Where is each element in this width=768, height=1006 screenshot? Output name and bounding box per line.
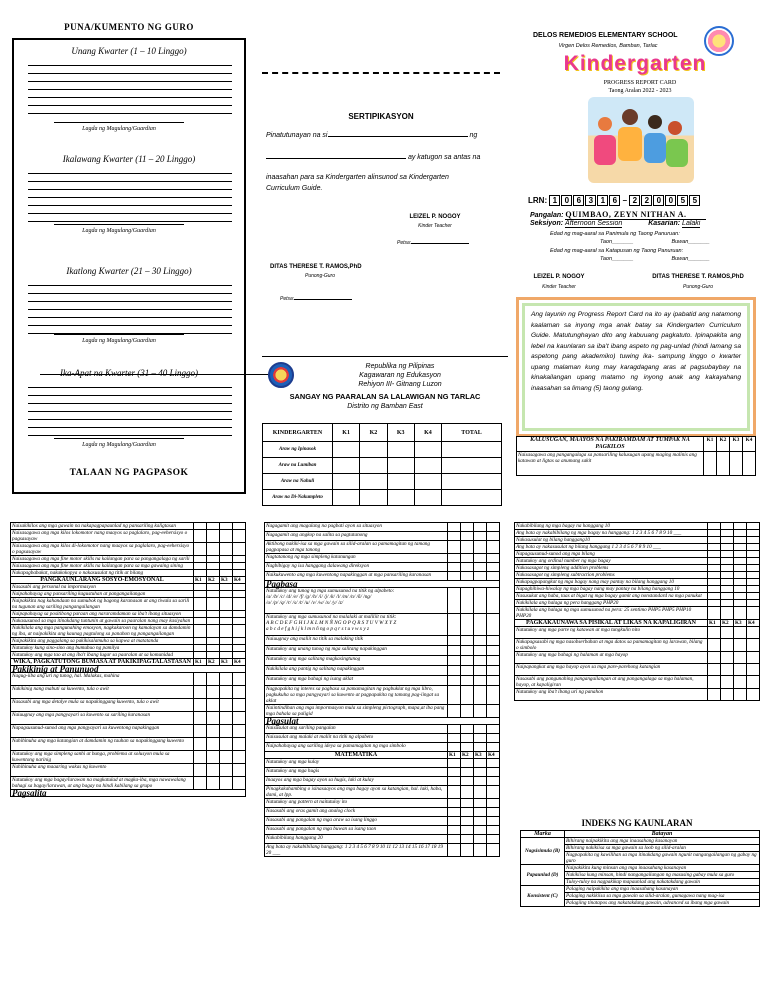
quarter-1-lines[interactable]: [28, 58, 232, 114]
table-row: Aktibong nakiki-isa sa mga gawain sa silid-aralan sa pamamagitan ng tamang pagpapasa at mga tanong: [265, 541, 500, 554]
table-row: Nakikilala ang halaga ng pera hanggang PHP20: [515, 600, 760, 607]
card-title: PROGRESS REPORT CARD: [603, 80, 677, 86]
cover-teacher-role: Kinder Teacher: [542, 284, 576, 290]
table-row: Natutukoy ang mga bahagi ng isang aklat: [265, 676, 500, 686]
table-row: Naipapangkat ang mga hayop ayon sa mga pare-parehong katangian: [515, 664, 760, 676]
table-row: Nakabibilang ng mga bagay na hanggang 10: [515, 523, 760, 530]
quarter-4-lines[interactable]: [28, 380, 232, 436]
table-row: Nagagamit ang magalang na pagbati ayon sa situasyon: [265, 523, 500, 532]
parent-signature-label: Lagda ng Magulang/Guardian: [82, 228, 156, 234]
deped-seal-icon: [268, 362, 294, 388]
table-row: Naipapahayag sa positibong paraan ang nararamdaman sa iba't ibang situasyon: [11, 611, 246, 618]
kindergarten-logo: Kindergarten: [563, 52, 707, 75]
table-row: Natutukoy ang mga salitang magkasingtunog: [265, 656, 500, 666]
parent-signature-label: Lagda ng Magulang/Guardian: [82, 126, 156, 132]
indeks-title: INDEKS NG KAUNLARAN: [581, 818, 693, 828]
table-row: Nasasabi ang personal na impormasyon: [11, 584, 246, 591]
table-row: Nakasasagot ng simpleng addition problems: [515, 565, 760, 572]
lrn-digit: 2: [629, 195, 640, 206]
indeks-row: Bihirang nakikiisa sa mga gawain sa loob ng silid-aralan: [521, 845, 760, 852]
quarter-4-title: Ika-Apat na Kwarter (31 – 40 Linggo): [60, 368, 198, 378]
table-row: Naipakikita nag kahandaan na sumubok ng bagong karanasan at ang tiwala sa sarili na tugunan ang sariling pangangailangan: [11, 598, 246, 611]
table-row: Natutukoy ang mga simpleng sanhi at bunga, problema at solusyon mula sa kuwentong narinig: [11, 751, 246, 764]
indeks-row: Nakikiisa kung minsan, hindi nangangailangan ng masusing gabay mula sa guro: [521, 872, 760, 879]
lrn-digit: 6: [609, 195, 620, 206]
lrn-digit: 0: [561, 195, 572, 206]
subsection-title: Pagsulat: [265, 718, 500, 725]
table-row: Nasusukat ang haba, taas at bigat ng mga bagay gamit ang nonstandard na mga panukat: [515, 593, 760, 600]
table-row: Nagpapakita ng interes sa pagbasa sa pamamagitan ng pagbuklat ng mga libro, pagkukuha sa mga pangyayari sa kuwento at pagpapakita ng tamang pag-iingat sa aklat: [265, 686, 500, 705]
table-row: Napagsusunud-sunod ang mga pangyayari sa kuwentong napakinggan: [11, 725, 246, 738]
lrn-digit: 0: [653, 195, 664, 206]
quarter-3-title: Ikatlong Kwarter (21 – 30 Linggo): [66, 266, 192, 276]
cert-petsa-label-2: Petsa:: [280, 296, 352, 302]
sangay-title: SANGAY NG PAARALAN SA LALAWIGAN NG TARLAC: [289, 392, 481, 401]
table-row: Naisasagawa ang mga fine motor skills na kailangan para sa pangangalaga ng sarili: [11, 556, 246, 563]
section-header: PAGKAKAUNAWA SA PISIKAL AT LIKAS NA KAPALIGIRAN K1 K2 K3 K4: [515, 620, 760, 627]
table-row: Nakapagpapangkat ng mga bagay nang may pantay na bilang hanggang 10: [515, 579, 760, 586]
table-row: Naisusulat ang sariling pangalan: [265, 725, 500, 734]
table-row: Naipahahayag ang sariling ideya sa pamamagitan ng mga simbolo: [265, 743, 500, 752]
col2-table: [264, 522, 500, 857]
table-row: Nagtatanong ng mga simpleng katanungan: [265, 554, 500, 563]
table-row: Nasasabi ang pangalan ng mga buwan sa isang taon: [265, 826, 500, 835]
table-row: Natutukoy ang pattern at naitutuloy ito: [265, 799, 500, 808]
lrn-digit: 5: [689, 195, 700, 206]
section-header: WIKA, PAGKATUTONG BUMASA AT PAKIKIPAGTALASTASAN K1 K2 K3 K4: [11, 659, 246, 666]
teacher-comments-box: [12, 38, 246, 494]
pangalan-row: Pangalan: QUIMBAO, ZEYN NITHAN A.: [530, 210, 760, 219]
cert-head-role: Punong-Guro: [304, 273, 336, 279]
cert-teacher-name: LEIZEL P. NOGOY: [409, 214, 461, 220]
children-illustration: [588, 97, 694, 183]
table-row: Inaayos ang mga bagay ayon sa hugis, laki at kulay: [265, 777, 500, 786]
table-row: Nakapagsasabi ng mga nasobserbahan at mga datos sa pamamagitan ng larawan, bilang o simbolo: [515, 639, 760, 652]
table-row: Natutukoy ang mga tao at ang iba't ibang lugar sa paaralan at sa komunidad: [11, 652, 246, 659]
school-year: Taong Aralan 2022 - 2023: [608, 88, 672, 94]
indeks-table: [520, 830, 760, 907]
school-address: Virgen Delos Remedios, Bamban, Tarlac: [558, 43, 658, 49]
deped-header: Republika ng Pilipinas Kagawaran ng Edukasyon Rehiyon III- Gitnang Luzon: [358, 363, 442, 388]
attendance-table: KINDERGARTEN K1 K2 K3 K4 TOTAL Araw ng Ipinasok Araw na Lumiban Araw na Nahuli Araw na Di-Nakumpleto: [262, 423, 502, 506]
col1-table: [10, 522, 246, 797]
cover-teacher-name: LEIZEL P. NOGOY: [533, 274, 585, 280]
parent-signature-label: Lagda ng Magulang/Guardian: [82, 442, 156, 448]
table-row: Nagug-iiba ang uri ng tunog, hal. Malakas, mahina: [11, 673, 246, 686]
table-row: Naisusulat ang malaki at maliit na titik ng alpabeto: [265, 734, 500, 743]
indeks-row: Konsistent (C) Palaging naipakikita ang mga inaasahang kasanayan: [521, 886, 760, 893]
table-row: Ang bata ay nakabibilang hanggang: 1 2 3 4 5 6 7 8 9 10 11 12 13 14 15 16 17 18 19 20 ___: [265, 844, 500, 857]
table-row: Nasasabi ang pangalan ng mga araw sa isang linggo: [265, 817, 500, 826]
table-row: Natutukoy ang tunog ng mga sumusunod na titik ng alpabeto: /a/ /b/ /c/ /d/ /e/ /f/ /g/ /h/ /i/ /j/ /k/ /l/ /m/ /n/ /ñ/ /ng/ /o/ /p/ /q/ /r/ /s/ /t/ /u/ /v/ /w/ /x/ /y/ /z/: [265, 588, 500, 614]
table-row: Nakabibilang hanggang 20: [265, 835, 500, 844]
indeks-row: Papaunlad (D) Naipakikita kung minsan ang mga inaasahang kasanayan: [521, 865, 760, 872]
table-row: Nakikilala ang mga pangunahing emosyon, nagkakaroon ng kamalayan sa damdamin ng iba, at naipakikita ang kaunag pagtulong sa panahon ng pangangailangan: [11, 625, 246, 638]
table-row: Nakikilala ang pantig ng salitang napakinggan: [265, 666, 500, 676]
quarter-2-title: Ikalawang Kwarter (11 – 20 Linggo): [62, 154, 196, 164]
edad-end: Edad ng mag-aaral sa Katapusan ng Taong Panuruan:: [550, 248, 684, 254]
lrn-row: LRN: 1 0 6 3 1 6 – 2 2 0 0 5 5: [528, 195, 701, 207]
school-name: DELOS REMEDIOS ELEMENTARY SCHOOL: [533, 32, 678, 39]
table-row: Nasasabi ang pangunahing pangangailangan at ang pangangalaga sa mga halaman, hayop, at kapaligiran: [515, 676, 760, 689]
table-row: Natutukoy ang mga sumusunod na malalaki at maliliit na titik: A B C D E F G H I J K L M N Ñ NG O P Q R S T U V W X Y Z a b c d e f g h i j k l m n ñ ng o p q r s t u v w x y z: [265, 614, 500, 636]
subsection-title: Pagsalita: [11, 790, 246, 797]
lrn-digit: 1: [597, 195, 608, 206]
table-row: Nasasabi ang mga detalye mula sa napakinggang kuwento, tula o awit: [11, 699, 246, 712]
indeks-row: Tuloy-tuloy na nagpakikap mapaunlad ang nakatakdang gawain: [521, 879, 760, 886]
table-row: Ang bata ay nakasusulat ng bilang hanggang 1 2 3 4 5 6 7 8 9 10 ___: [515, 544, 760, 551]
table-row: Natutukoy ang mga bagay/larawan na magkatulad at magka-iba, mga nawawalang bahagi sa bagay/larawan, at ang bagay na hindi kabilang sa grupo: [11, 777, 246, 790]
table-row: Nahihinuha ang mga katangian at damdamin ng tauhan sa napakinggang kuwento: [11, 738, 246, 751]
table-row: Naikukuwento ang mga kuwentong napakinggan at mga pansariling karanasan: [265, 572, 500, 581]
table-row: Naipakikita ang paggalang sa pakikisalamuha sa kapwa at matatanda: [11, 638, 246, 645]
table-row: Napagsusunud-sunod ang mga bilang: [515, 551, 760, 558]
lrn-digit: 5: [677, 195, 688, 206]
kalusugan-table: KALUSUGAN, MAAYOS NA PAKIRAMDAM AT TUMPAK NA PAGKILOS K1 K2 K3 K4 Naisasagawa ang pangangalaga sa pansariling kalusugan upang maging malinis ang katawan at ligtas sa anumang sakit: [516, 436, 756, 476]
indeks-row: Nagsisimula (B) Bihirang naipakikita ang mga inaasahang kasanayan: [521, 838, 760, 845]
table-row: Ang bata ay nakabibilang ng mga bagay na hanggang: 1 2 3 4 5 6 7 8 9 10 ___: [515, 530, 760, 537]
edad-start-values: Taon_______ Buwan_______: [600, 239, 710, 245]
table-row: Nakasasagot ng simpleng subtraction problems: [515, 572, 760, 579]
table-row: Naipahahayag ang pansariling kagustuhan at pangangailangan: [11, 591, 246, 598]
table-row: Natutukoy kung sino-sino ang bumubuo ng pamilya: [11, 645, 246, 652]
section-header: PANGKAUNLARANG SOSYO-EMOSYONAL K1 K2 K3 K4: [11, 577, 246, 584]
lrn-digit: 0: [665, 195, 676, 206]
cert-line-2: ay katugon sa antas na: [266, 154, 498, 161]
table-row: Nagbibigay ng isa hanggang dalawang direksyon: [265, 563, 500, 572]
section-header: MATEMATIKA K1 K2 K3 K4: [265, 752, 500, 759]
table-row: Natutukoy ang mga parte ng katawan at mga tungkulin nito: [515, 627, 760, 639]
subsection-title: Pakikinig at Panunuod: [11, 666, 246, 673]
table-row: Pinagkakahambing o isinasaayos ang mga bagay ayon sa katangian, hal. laki, haba, dami, at lpp.: [265, 786, 500, 799]
cert-line-3: inaasahan para sa Kindergarten alinsunod sa Kindergarten Curriculum Guide.: [266, 174, 449, 192]
lrn-digit: 3: [585, 195, 596, 206]
table-row: Napaghihiwa-hiwalay ng mga bagay nang may pantay na bilang hanggang 10: [515, 586, 760, 593]
lrn-digit: –: [622, 196, 628, 205]
cover-head-role: Punong-Guro: [682, 284, 714, 290]
cert-title: SERTIPIKASYON: [348, 112, 414, 121]
cert-petsa-label: Petsa:: [397, 240, 469, 246]
cert-head-name: DITAS THERESE T. RAMOS,PhD: [270, 264, 362, 270]
table-row: Natutukoy ang iba't ibang uri ng panahon: [515, 689, 760, 701]
quarter-1-title: Unang Kwarter (1 – 10 Linggo): [71, 46, 187, 56]
indeks-row: Palagiing tinatapos ang nakatakdang gawain, advanced sa ibang mga gawain: [521, 900, 760, 907]
indeks-row: Palaging nakikiisa sa mga gawain sa silid-aralan, gumagawa nang mag-isa: [521, 893, 760, 900]
table-row: Nakasusulat ng bilang hanggang10: [515, 537, 760, 544]
quarter-3-lines[interactable]: [28, 278, 232, 334]
table-row: Nakasusunod sa mga itinakdang tuntunin at gawain sa paaralan nang may kasiyahan: [11, 618, 246, 625]
cert-teacher-role: Kinder Teacher: [418, 223, 452, 229]
cover-head-name: DITAS THERESE T. RAMOS,PhD: [652, 274, 744, 280]
table-row: Natutukoy ang ordinal number ng mga bagay: [515, 558, 760, 565]
table-row: Nakapagbabakat, nakakokopya o nakasusulat ng titik at bilang: [11, 570, 246, 577]
edad-end-values: Taon_______ Buwan_______: [600, 256, 710, 262]
indeks-header: Marka Batayan: [521, 831, 760, 838]
table-row: Naisasagawa ang mga kilos lokomotor nang maayos sa paglalaro, pag-eehersisyo o pagsasayaw: [11, 530, 246, 543]
table-row: Naiintindihan ang mga impormasyon mula sa simpleng pictograph, mapa,at iba pang mga bahala sa paligid: [265, 705, 500, 718]
table-row: Natutukoy ang mga kulay: [265, 759, 500, 768]
table-row: Naisasagawa ang mga fine motor skills na kailangan para sa mga gawaing sining: [11, 563, 246, 570]
table-row: Naisakikilos ang mga gawain na nakapagpapaunlad ng pansariling kaligtasan: [11, 523, 246, 530]
table-row: Naisasagawa ang mga kilos di-lokomotor nang maayos sa paglalaro, pag-eehersisyo o pagsasayaw: [11, 543, 246, 556]
quarter-2-lines[interactable]: [28, 166, 232, 222]
lrn-digit: 1: [549, 195, 560, 206]
table-row: Naiuugnay ang mga pangyayari sa kuwento sa sariling karanasan: [11, 712, 246, 725]
parent-signature-label: Lagda ng Magulang/Guardian: [82, 338, 156, 344]
table-row: Naiuugnay ang maliit na titik sa malaking titik: [265, 636, 500, 646]
table-row: Nagagamit ang angkop na salita sa pagtatanong: [265, 532, 500, 541]
table-row: Natutukoy ang unang tunog ng mga salitang napakinggan: [265, 646, 500, 656]
col3-table: [514, 522, 760, 701]
purpose-box: Ang layunin ng Progress Report Card na ito ay ipabatid ang natamong kaalaman sa inyong mga anak batay sa Kindergarten Curriculum Guide. Matutunghayan dito ang kabuuang pagkatuto. Ipinapakita ang lebel na kaunlaran sa iba't ibang aspeto ng pag-unlad (hindi lamang sa aspetong pang akademiko) tuwing ika- sampung linggo o kwarter upang malaman kung may karagdagang aras at pagsubaybay na kinakailangan upang matamo ng inyong anak ang kakayahang inaasahan sa limang (5) taong gulang.: [516, 297, 756, 437]
seksyon-row: Seksiyon: Afternoon Session Kasarian: Lalaki: [530, 220, 701, 227]
indeks-row: Nagpapakita ng kawilihan sa mga itinakdang gawain ngunit nangangailangan ng gabay ng guro: [521, 852, 760, 865]
table-row: Nakikilala ang halaga ng mga sumusunod na pera: 25 sentimo PHP5 PHP5 PHP10 PHP20: [515, 607, 760, 620]
comments-heading: PUNA/KUMENTO NG GURO: [64, 22, 194, 32]
table-row: Natutukoy ang mga bahagi ng halaman at mga hayop: [515, 652, 760, 664]
distrito: Distrito ng Bamban East: [347, 403, 423, 410]
lrn-digit: 2: [641, 195, 652, 206]
table-row: Nasasabi ang oras gamit ang analog clock: [265, 808, 500, 817]
table-row: Nahihinuha ang maaaring wakas ng kuwento: [11, 764, 246, 777]
edad-start: Edad ng mag-aaral sa Panimula ng Taong Panuruan:: [550, 231, 680, 237]
subsection-title: Pagbasa: [265, 581, 500, 588]
table-row: Nakikinig nang mabuti sa kuwento, tula o awit: [11, 686, 246, 699]
attendance-title: TALAAN NG PAGPASOK: [69, 468, 189, 478]
cert-line-1: Pinatutunayan na si ng: [266, 132, 478, 139]
lrn-digit: 6: [573, 195, 584, 206]
table-row: Natutukoy ang mga hugis: [265, 768, 500, 777]
